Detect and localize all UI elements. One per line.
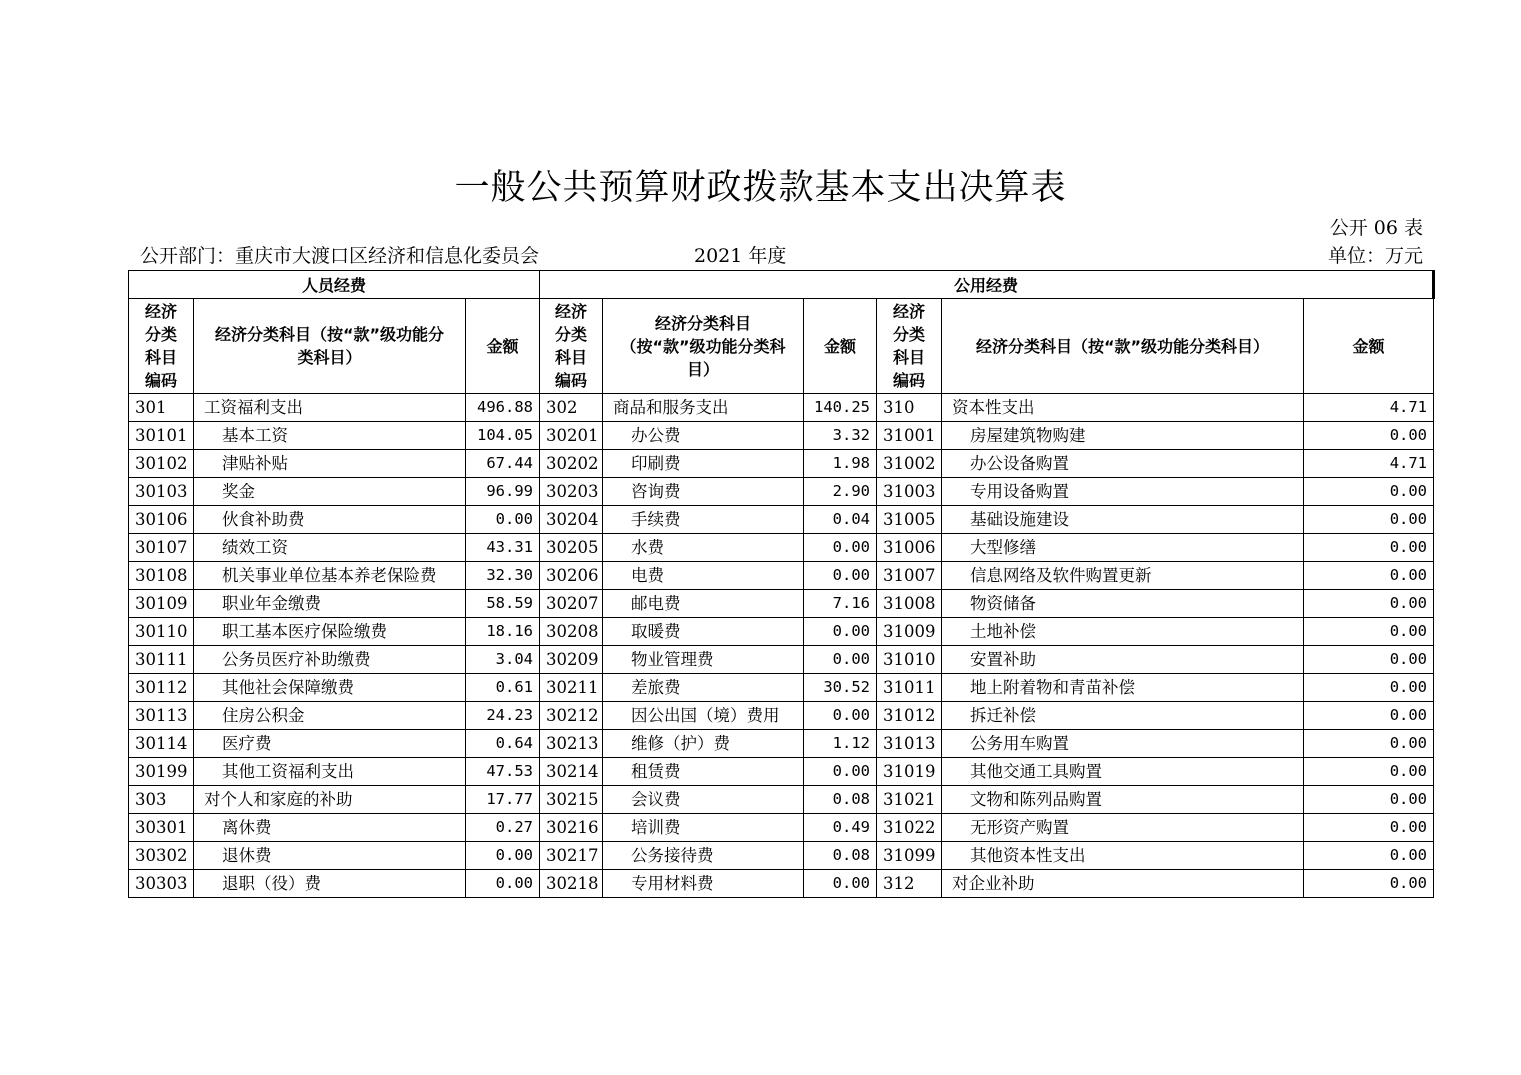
item-name-cell: 水费 — [603, 534, 804, 562]
table-row — [129, 758, 1434, 786]
amount-cell: 43.31 — [466, 534, 540, 562]
code-cell: 30108 — [129, 562, 194, 590]
amount-cell: 47.53 — [466, 758, 540, 786]
table-row — [129, 478, 1434, 506]
column-header-code: 经济分类科目编码 — [540, 299, 603, 394]
table-row — [129, 394, 1434, 422]
amount-cell: 18.16 — [466, 618, 540, 646]
amount-cell: 0.00 — [1304, 758, 1434, 786]
group-header-row — [129, 271, 1434, 299]
amount-cell: 0.00 — [1304, 870, 1434, 898]
public-group-header: 公用经费 — [540, 271, 1434, 299]
amount-cell: 0.00 — [466, 842, 540, 870]
item-name-cell: 租赁费 — [603, 758, 804, 786]
code-cell: 30101 — [129, 422, 194, 450]
item-name-cell: 对企业补助 — [942, 870, 1304, 898]
column-header-name: 经济分类科目（按“款”级功能分类科目） — [194, 299, 466, 394]
column-header-code: 经济分类科目编码 — [129, 299, 194, 394]
item-name-cell: 会议费 — [603, 786, 804, 814]
amount-cell: 0.00 — [466, 506, 540, 534]
code-cell: 31008 — [877, 590, 942, 618]
item-name-cell: 奖金 — [194, 478, 466, 506]
code-cell: 31007 — [877, 562, 942, 590]
column-header-amount: 金额 — [804, 299, 877, 394]
item-name-cell: 伙食补助费 — [194, 506, 466, 534]
amount-cell: 0.00 — [1304, 814, 1434, 842]
item-name-cell: 邮电费 — [603, 590, 804, 618]
code-cell: 31012 — [877, 702, 942, 730]
code-cell: 31022 — [877, 814, 942, 842]
code-cell: 30217 — [540, 842, 603, 870]
code-cell: 302 — [540, 394, 603, 422]
amount-cell: 0.08 — [804, 786, 877, 814]
item-name-cell: 退休费 — [194, 842, 466, 870]
amount-cell: 0.00 — [1304, 534, 1434, 562]
item-name-cell: 差旅费 — [603, 674, 804, 702]
amount-cell: 0.00 — [1304, 618, 1434, 646]
amount-cell: 4.71 — [1304, 394, 1434, 422]
amount-cell: 0.00 — [804, 646, 877, 674]
code-cell: 30199 — [129, 758, 194, 786]
code-cell: 30302 — [129, 842, 194, 870]
form-number: 公开 06 表 — [1329, 217, 1423, 239]
amount-cell: 96.99 — [466, 478, 540, 506]
item-name-cell: 因公出国（境）费用 — [603, 702, 804, 730]
table-row — [129, 450, 1434, 478]
amount-cell: 0.00 — [1304, 842, 1434, 870]
item-name-cell: 公务用车购置 — [942, 730, 1304, 758]
item-name-cell: 基本工资 — [194, 422, 466, 450]
table-row — [129, 870, 1434, 898]
code-cell: 31009 — [877, 618, 942, 646]
amount-cell: 58.59 — [466, 590, 540, 618]
code-cell: 31019 — [877, 758, 942, 786]
amount-cell: 30.52 — [804, 674, 877, 702]
column-header-row — [129, 299, 1434, 394]
code-cell: 30111 — [129, 646, 194, 674]
amount-cell: 3.32 — [804, 422, 877, 450]
item-name-cell: 取暖费 — [603, 618, 804, 646]
item-name-cell: 培训费 — [603, 814, 804, 842]
code-cell: 31099 — [877, 842, 942, 870]
personnel-group-header: 人员经费 — [129, 271, 540, 299]
amount-cell: 0.08 — [804, 842, 877, 870]
amount-cell: 0.64 — [466, 730, 540, 758]
item-name-cell: 信息网络及软件购置更新 — [942, 562, 1304, 590]
code-cell: 30208 — [540, 618, 603, 646]
code-cell: 31011 — [877, 674, 942, 702]
amount-cell: 0.00 — [804, 758, 877, 786]
code-cell: 30106 — [129, 506, 194, 534]
code-cell: 312 — [877, 870, 942, 898]
table-row — [129, 422, 1434, 450]
code-cell: 30206 — [540, 562, 603, 590]
item-name-cell: 退职（役）费 — [194, 870, 466, 898]
expenditure-table — [128, 270, 1435, 898]
department-label: 公开部门：重庆市大渡口区经济和信息化委员会 — [140, 245, 540, 267]
code-cell: 30113 — [129, 702, 194, 730]
amount-cell: 0.27 — [466, 814, 540, 842]
item-name-cell: 基础设施建设 — [942, 506, 1304, 534]
amount-cell: 0.00 — [1304, 674, 1434, 702]
amount-cell: 2.90 — [804, 478, 877, 506]
item-name-cell: 无形资产购置 — [942, 814, 1304, 842]
amount-cell: 0.00 — [1304, 646, 1434, 674]
item-name-cell: 专用材料费 — [603, 870, 804, 898]
code-cell: 30214 — [540, 758, 603, 786]
unit-label: 单位：万元 — [1327, 245, 1423, 267]
code-cell: 31021 — [877, 786, 942, 814]
code-cell: 30107 — [129, 534, 194, 562]
amount-cell: 1.98 — [804, 450, 877, 478]
item-name-cell: 其他工资福利支出 — [194, 758, 466, 786]
table-row — [129, 590, 1434, 618]
year-label: 2021 年度 — [694, 245, 787, 267]
code-cell: 30112 — [129, 674, 194, 702]
table-row — [129, 814, 1434, 842]
amount-cell: 104.05 — [466, 422, 540, 450]
code-cell: 30212 — [540, 702, 603, 730]
code-cell: 30203 — [540, 478, 603, 506]
item-name-cell: 医疗费 — [194, 730, 466, 758]
item-name-cell: 安置补助 — [942, 646, 1304, 674]
amount-cell: 32.30 — [466, 562, 540, 590]
item-name-cell: 离休费 — [194, 814, 466, 842]
item-name-cell: 工资福利支出 — [194, 394, 466, 422]
code-cell: 30216 — [540, 814, 603, 842]
item-name-cell: 办公费 — [603, 422, 804, 450]
code-cell: 301 — [129, 394, 194, 422]
item-name-cell: 住房公积金 — [194, 702, 466, 730]
column-header-code: 经济分类科目编码 — [877, 299, 942, 394]
amount-cell: 4.71 — [1304, 450, 1434, 478]
item-name-cell: 其他资本性支出 — [942, 842, 1304, 870]
amount-cell: 0.00 — [1304, 506, 1434, 534]
amount-cell: 1.12 — [804, 730, 877, 758]
item-name-cell: 公务员医疗补助缴费 — [194, 646, 466, 674]
code-cell: 31003 — [877, 478, 942, 506]
code-cell: 30213 — [540, 730, 603, 758]
amount-cell: 0.00 — [466, 870, 540, 898]
item-name-cell: 专用设备购置 — [942, 478, 1304, 506]
amount-cell: 0.00 — [1304, 702, 1434, 730]
code-cell: 30204 — [540, 506, 603, 534]
item-name-cell: 地上附着物和青苗补偿 — [942, 674, 1304, 702]
code-cell: 30215 — [540, 786, 603, 814]
amount-cell: 0.00 — [1304, 562, 1434, 590]
page-title: 一般公共预算财政拨款基本支出决算表 — [454, 168, 1067, 208]
item-name-cell: 绩效工资 — [194, 534, 466, 562]
code-cell: 30114 — [129, 730, 194, 758]
item-name-cell: 物资储备 — [942, 590, 1304, 618]
code-cell: 30205 — [540, 534, 603, 562]
code-cell: 30218 — [540, 870, 603, 898]
table-row — [129, 506, 1434, 534]
code-cell: 30301 — [129, 814, 194, 842]
item-name-cell: 其他社会保障缴费 — [194, 674, 466, 702]
column-header-amount: 金额 — [1304, 299, 1434, 394]
code-cell: 31005 — [877, 506, 942, 534]
amount-cell: 0.00 — [804, 534, 877, 562]
table-row — [129, 674, 1434, 702]
code-cell: 310 — [877, 394, 942, 422]
table-row — [129, 534, 1434, 562]
column-header-name: 经济分类科目（按“款”级功能分类科目） — [942, 299, 1304, 394]
amount-cell: 0.00 — [804, 562, 877, 590]
amount-cell: 0.00 — [1304, 422, 1434, 450]
item-name-cell: 办公设备购置 — [942, 450, 1304, 478]
item-name-cell: 物业管理费 — [603, 646, 804, 674]
column-header-name: 经济分类科目（按“款”级功能分类科目） — [603, 299, 804, 394]
item-name-cell: 维修（护）费 — [603, 730, 804, 758]
column-header-amount: 金额 — [466, 299, 540, 394]
amount-cell: 24.23 — [466, 702, 540, 730]
amount-cell: 0.00 — [1304, 590, 1434, 618]
item-name-cell: 大型修缮 — [942, 534, 1304, 562]
code-cell: 303 — [129, 786, 194, 814]
amount-cell: 0.00 — [804, 870, 877, 898]
amount-cell: 0.61 — [466, 674, 540, 702]
amount-cell: 0.00 — [1304, 478, 1434, 506]
amount-cell: 0.00 — [1304, 730, 1434, 758]
code-cell: 31006 — [877, 534, 942, 562]
amount-cell: 67.44 — [466, 450, 540, 478]
table-row — [129, 786, 1434, 814]
table-row — [129, 842, 1434, 870]
table-row — [129, 618, 1434, 646]
table-row — [129, 562, 1434, 590]
item-name-cell: 资本性支出 — [942, 394, 1304, 422]
code-cell: 30109 — [129, 590, 194, 618]
item-name-cell: 职业年金缴费 — [194, 590, 466, 618]
table-row — [129, 702, 1434, 730]
table-row — [129, 646, 1434, 674]
item-name-cell: 商品和服务支出 — [603, 394, 804, 422]
amount-cell: 0.00 — [804, 618, 877, 646]
item-name-cell: 其他交通工具购置 — [942, 758, 1304, 786]
code-cell: 31001 — [877, 422, 942, 450]
item-name-cell: 津贴补贴 — [194, 450, 466, 478]
amount-cell: 140.25 — [804, 394, 877, 422]
code-cell: 31013 — [877, 730, 942, 758]
code-cell: 30202 — [540, 450, 603, 478]
amount-cell: 0.00 — [804, 702, 877, 730]
code-cell: 31010 — [877, 646, 942, 674]
amount-cell: 0.49 — [804, 814, 877, 842]
item-name-cell: 对个人和家庭的补助 — [194, 786, 466, 814]
amount-cell: 496.88 — [466, 394, 540, 422]
amount-cell: 0.04 — [804, 506, 877, 534]
item-name-cell: 机关事业单位基本养老保险费 — [194, 562, 466, 590]
amount-cell: 3.04 — [466, 646, 540, 674]
item-name-cell: 职工基本医疗保险缴费 — [194, 618, 466, 646]
table-row — [129, 730, 1434, 758]
code-cell: 30201 — [540, 422, 603, 450]
code-cell: 30209 — [540, 646, 603, 674]
item-name-cell: 公务接待费 — [603, 842, 804, 870]
item-name-cell: 电费 — [603, 562, 804, 590]
item-name-cell: 拆迁补偿 — [942, 702, 1304, 730]
code-cell: 30102 — [129, 450, 194, 478]
item-name-cell: 房屋建筑物购建 — [942, 422, 1304, 450]
code-cell: 31002 — [877, 450, 942, 478]
item-name-cell: 咨询费 — [603, 478, 804, 506]
item-name-cell: 印刷费 — [603, 450, 804, 478]
item-name-cell: 手续费 — [603, 506, 804, 534]
amount-cell: 7.16 — [804, 590, 877, 618]
code-cell: 30110 — [129, 618, 194, 646]
table-body — [129, 394, 1434, 898]
amount-cell: 17.77 — [466, 786, 540, 814]
code-cell: 30303 — [129, 870, 194, 898]
item-name-cell: 文物和陈列品购置 — [942, 786, 1304, 814]
code-cell: 30211 — [540, 674, 603, 702]
item-name-cell: 土地补偿 — [942, 618, 1304, 646]
amount-cell: 0.00 — [1304, 786, 1434, 814]
code-cell: 30103 — [129, 478, 194, 506]
code-cell: 30207 — [540, 590, 603, 618]
